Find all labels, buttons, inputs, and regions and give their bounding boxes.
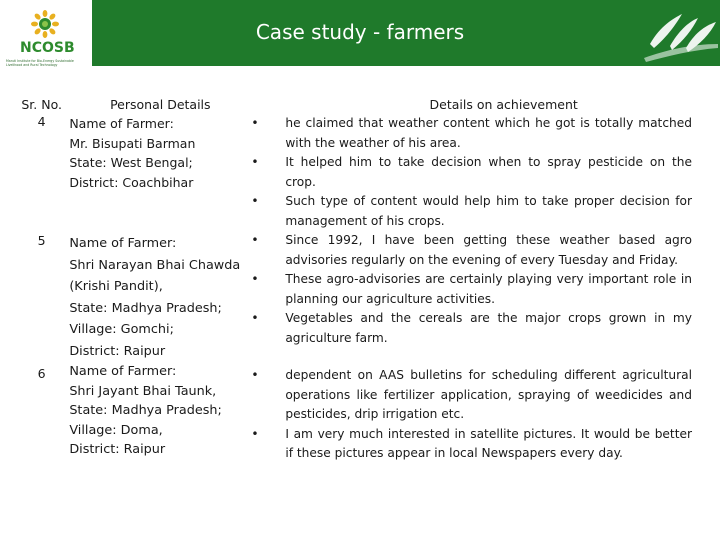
- header-personal-details: Personal Details: [110, 97, 211, 112]
- achievement-details: [251, 231, 696, 362]
- personal-details: [65, 362, 251, 464]
- table-row: [18, 114, 696, 231]
- achievement-bullet: • he claimed that weather content which he got is totally matched with the weather of his area.: [251, 114, 696, 153]
- personal-line: Name of Farmer:: [69, 236, 177, 251]
- personal-line: State: Madhya Pradesh;: [69, 300, 222, 316]
- personal-line: Name of Farmer:: [69, 116, 174, 131]
- header-sr-no: Sr. No.: [21, 97, 62, 112]
- achievement-bullet: • Vegetables and the cereals are the major crops grown in my agriculture farm.: [251, 309, 696, 348]
- achievement-bullet: • Such type of content would help him to take proper decision for management of his crops.: [251, 192, 696, 231]
- personal-line: Village: Gomchi;: [69, 322, 174, 337]
- achievement-bullet: • dependent on AAS bulletins for scheduling different agricultural operations like fertilizer application, spraying of weedicides and pesticides, drip irrigation etc.: [251, 366, 696, 425]
- personal-details: [65, 114, 251, 231]
- personal-details: [65, 231, 251, 362]
- table-row: [18, 362, 696, 464]
- case-study-table: [18, 96, 696, 464]
- personal-line: Shri Narayan Bhai Chawda: [69, 257, 241, 273]
- personal-line: (Krishi Pandit),: [69, 279, 163, 294]
- personal-line: State: West Bengal;: [69, 155, 193, 170]
- page-title: Case study - farmers: [255, 20, 465, 44]
- personal-line: Name of Farmer:: [69, 364, 177, 379]
- personal-line: State: Madhya Pradesh;: [69, 403, 222, 418]
- achievement-details: [251, 114, 696, 231]
- table-row: [18, 231, 696, 362]
- row-number: 5: [37, 233, 46, 248]
- logo-wordmark: NCOSB: [20, 40, 75, 56]
- personal-line: District: Raipur: [69, 442, 166, 457]
- achievement-bullet: • It helped him to take decision when to spray pesticide on the crop.: [251, 153, 696, 192]
- achievement-details: [251, 362, 696, 464]
- achievement-bullet: • Since 1992, I have been getting these weather based agro advisories regularly on the evening of every Tuesday and Friday.: [251, 231, 696, 270]
- achievement-bullet: • I am very much interested in satellite pictures. It would be better if these pictures appear in local Newspapers every day.: [251, 425, 696, 464]
- achievement-bullet: • These agro-advisories are certainly playing very important role in planning our agriculture activities.: [251, 270, 696, 309]
- personal-line: District: Coachbihar: [69, 174, 194, 190]
- logo-tagline: Maruti Institute for Bio-Energy Sustainable Livelihood and Rural Technology: [6, 59, 74, 68]
- table-header-row: [18, 96, 696, 114]
- personal-line: Village: Doma,: [69, 422, 163, 438]
- personal-line: Mr. Bisupati Barman: [69, 135, 196, 151]
- leaf-swirl-icon: [640, 4, 720, 66]
- header-achievement-details: Details on achievement: [429, 97, 578, 112]
- row-number: 6: [37, 366, 46, 381]
- personal-line: District: Raipur: [69, 343, 166, 359]
- row-number: 4: [37, 114, 46, 129]
- personal-line: Shri Jayant Bhai Taunk,: [69, 383, 217, 399]
